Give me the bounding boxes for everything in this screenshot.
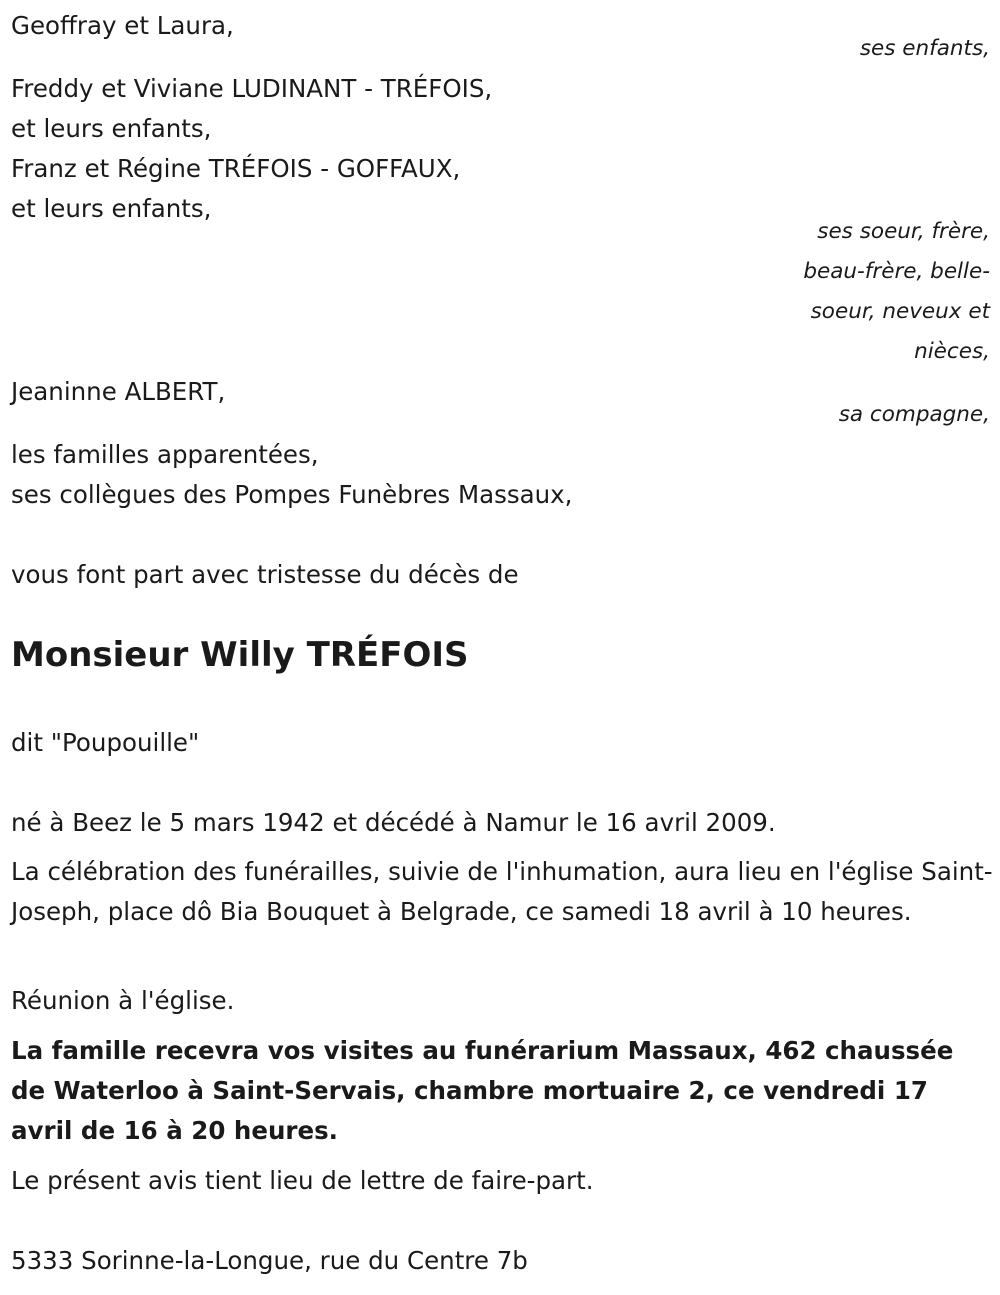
siblings-role-line-2: beau-frère, belle- — [803, 259, 990, 284]
sibling-line-2: et leurs enfants, — [11, 114, 212, 143]
children-names: Geoffray et Laura, — [11, 11, 234, 40]
announcement-text: vous font part avec tristesse du décès de — [11, 560, 519, 589]
meeting-info: Réunion à l'église. — [11, 986, 235, 1015]
birth-death-info: né à Beez le 5 mars 1942 et décédé à Namur le 16 avril 2009. — [11, 808, 776, 837]
siblings-role-line-4: nièces, — [914, 339, 990, 364]
sibling-line-4: et leurs enfants, — [11, 194, 212, 223]
siblings-role-line-1: ses soeur, frère, — [817, 219, 990, 244]
related-families: les familles apparentées, — [11, 440, 319, 469]
deceased-name: Monsieur Willy TRÉFOIS — [11, 635, 469, 675]
siblings-role-line-3: soeur, neveux et — [810, 299, 990, 324]
visits-info: La famille recevra vos visites au funérarium Massaux, 462 chaussée de Waterloo à Saint-Servais, chambre mortuaire 2, ce vendredi 17 avril de 16 à 20 heures. — [11, 1036, 954, 1145]
funeral-info: La célébration des funérailles, suivie de l'inhumation, aura lieu en l'église Saint-Joseph, place dô Bia Bouquet à Belgrade, ce samedi 18 avril à 10 heures. — [11, 857, 993, 926]
address: 5333 Sorinne-la-Longue, rue du Centre 7b — [11, 1246, 528, 1275]
nickname: dit "Poupouille" — [11, 728, 200, 757]
notice-text: Le présent avis tient lieu de lettre de faire-part. — [11, 1166, 594, 1195]
colleagues: ses collègues des Pompes Funèbres Massaux, — [11, 480, 573, 509]
sibling-line-3: Franz et Régine TRÉFOIS - GOFFAUX, — [11, 154, 461, 183]
partner-name: Jeaninne ALBERT, — [11, 377, 226, 406]
sibling-line-1: Freddy et Viviane LUDINANT - TRÉFOIS, — [11, 74, 493, 103]
children-role: ses enfants, — [859, 36, 990, 61]
partner-role: sa compagne, — [838, 402, 990, 427]
